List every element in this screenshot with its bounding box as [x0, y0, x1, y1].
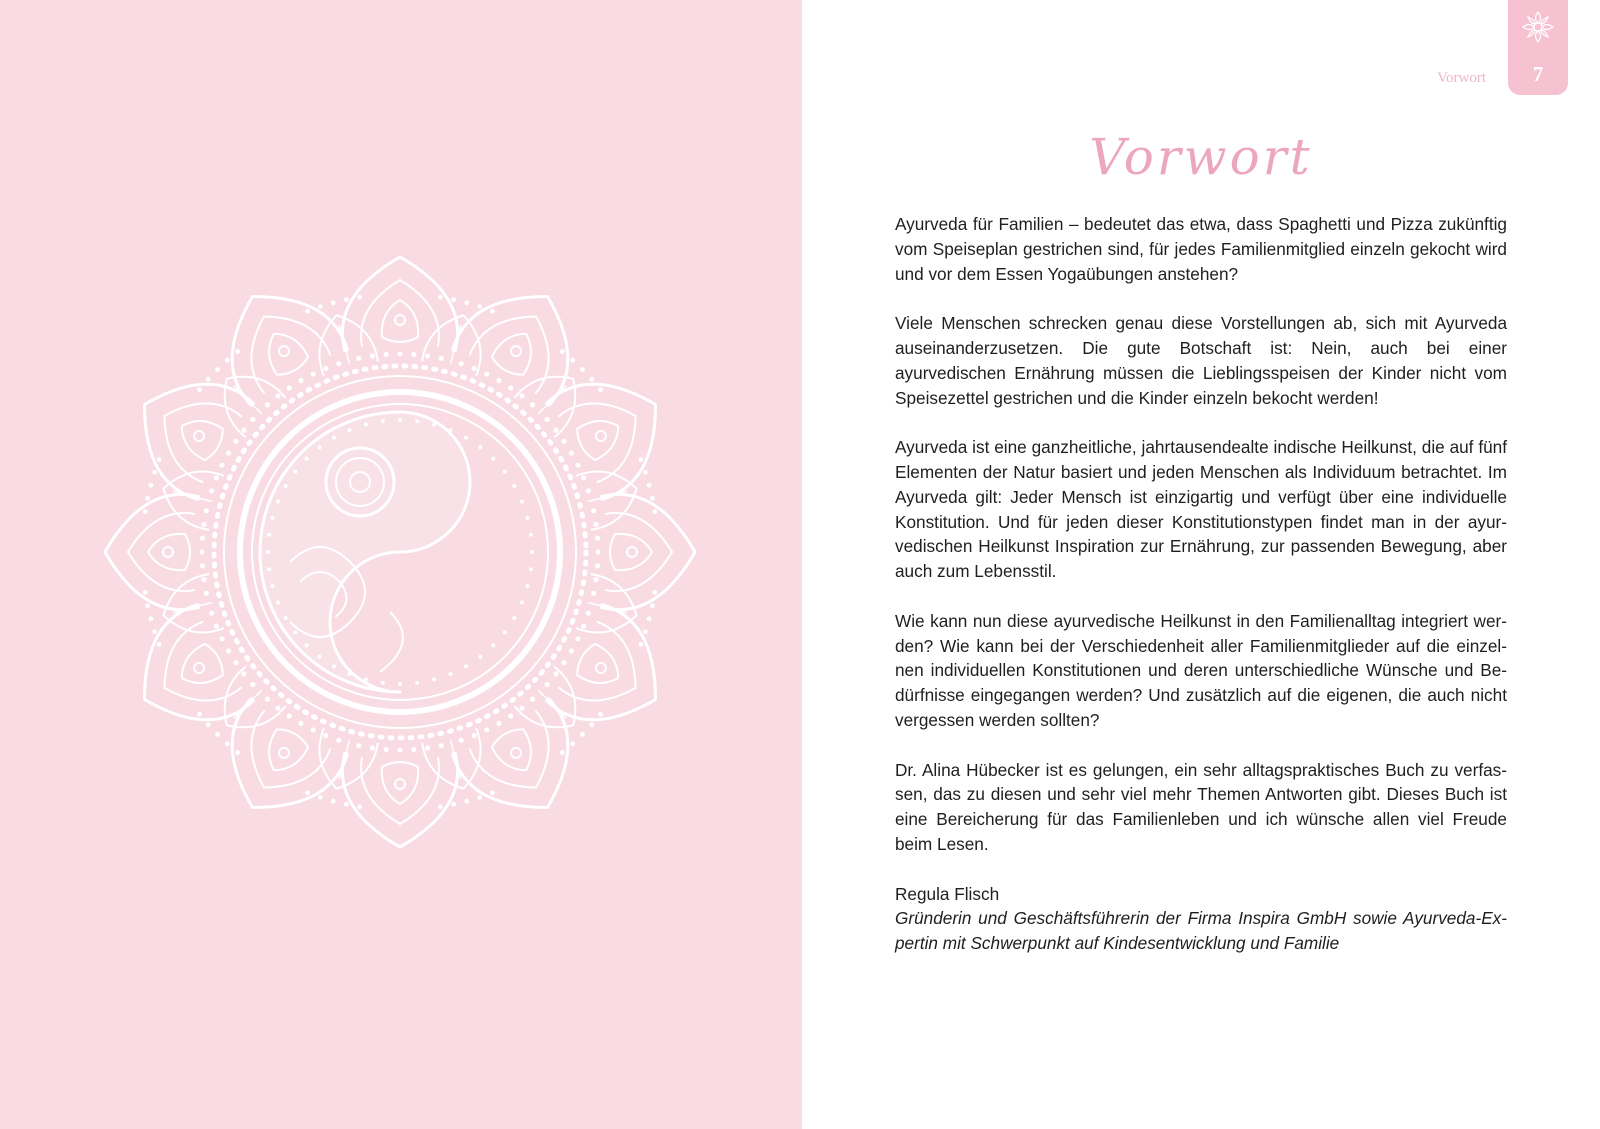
signature: [895, 882, 1507, 956]
mandala-illustration: [95, 247, 705, 857]
lotus-mandala-icon: [1521, 10, 1555, 44]
paragraph: Ayurveda für Familien – bedeutet das etwa, dass Spaghetti und Pizza zukünftig vom Speiseplan gestrichen sind, für jedes Familienmitglied einzeln gekocht wird und vor dem Essen Yogaübungen anstehen?: [895, 214, 1507, 284]
signature-name: Regula Flisch: [895, 883, 1000, 904]
page-tab: [1508, 0, 1568, 95]
signature-role: Gründerin und Geschäftsführerin der Firma Inspira GmbH sowie Ayurveda-Expertin mit Schwerpunkt auf Kindesentwicklung und Familie: [895, 908, 1507, 954]
paragraph: Viele Menschen schrecken genau diese Vorstellungen ab, sich mit Ayurveda auseinanderzusetzen. Die gute Botschaft ist: Nein, auch bei einer ayurvedischen Ernährung müssen die Lieblingsspeisen der Kinder nicht vom Speisezettel gestrichen und die Kinder einzeln bekocht werden!: [895, 313, 1507, 408]
running-header: Vorwort: [1437, 70, 1486, 86]
paragraph: Dr. Alina Hübecker ist es gelungen, ein sehr alltagspraktisches Buch zu verfassen, das zu diesen und sehr viel mehr Themen Antworten gibt. Dieses Buch ist eine Bereicherung für das Familienleben und ich wünsche allen viel Freude beim Lesen.: [895, 759, 1507, 854]
chapter-title: Vorwort: [1089, 128, 1313, 186]
paragraph: Wie kann nun diese ayurvedische Heilkunst in den Familienalltag integriert werden? Wie kann bei der Verschiedenheit aller Familienmitglieder auf die einzelnen individuellen Konstitutionen und deren unterschiedliche Wünsche und Bedürfnisse eingegangen werden? Und zusätzlich auf die eigenen, die auch nicht vergessen werden sollten?: [895, 610, 1507, 730]
paragraph: Ayurveda ist eine ganzheitliche, jahrtausendealte indische Heilkunst, die auf fünf Elementen der Natur basiert und jeden Menschen als Individuum betrachtet. Im Ayurveda gilt: Jeder Mensch ist einzigartig und verfügt über eine individuelle Konstitution. Und für jeden dieser Konstitutionstypen findet man in der ayurvedischen Heilkunst Inspiration zur Ernährung, zur passenden Bewegung, aber auch zum Lebensstil.: [895, 437, 1507, 582]
body-text: [895, 212, 1507, 956]
page-number: 7: [1532, 62, 1544, 86]
